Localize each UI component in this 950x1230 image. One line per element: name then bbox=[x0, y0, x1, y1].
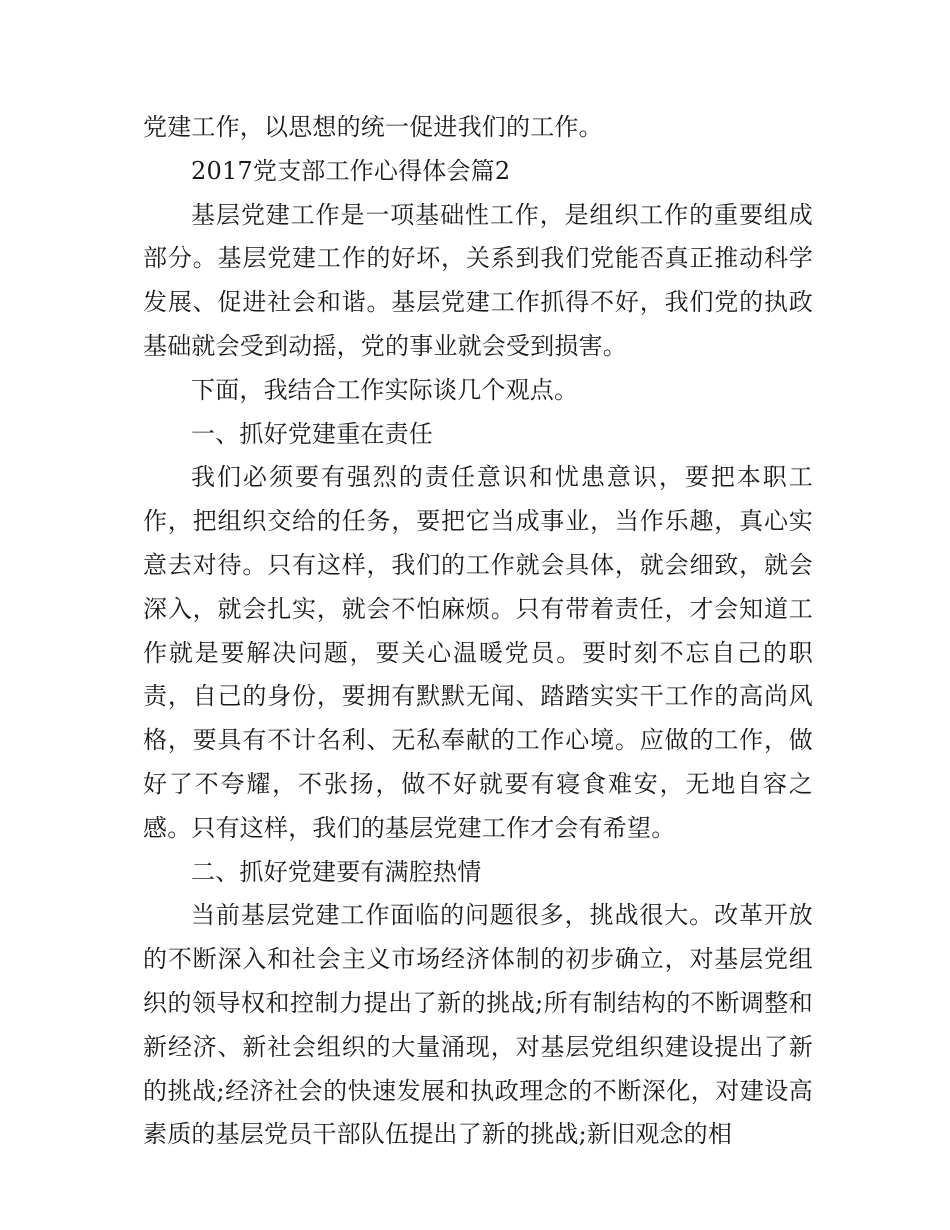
paragraph-continuation: 党建工作，以思想的统一促进我们的工作。 bbox=[143, 113, 603, 141]
paragraph-challenges: 当前基层党建工作面临的问题很多，挑战很大。改革开放的不断深入和社会主义市场经济体制的初步确立，对基层党组织的领导权和控制力提出了新的挑战;所有制结构的不断调整和新经济、新社会组织的大量涌现，对基层党组织建设提出了新的挑战;经济社会的快速发展和执政理念的不断深化，对建设高素质的基层党员干部队伍提出了新的挑战;新旧观念的相 bbox=[143, 901, 813, 1149]
section-title: 2017党支部工作心得体会篇2 bbox=[191, 156, 511, 185]
paragraph-responsibility: 我们必须要有强烈的责任意识和忧患意识，要把本职工作，把组织交给的任务，要把它当成事业，当作乐趣，真心实意去对待。只有这样，我们的工作就会具体，就会细致，就会深入，就会扎实，就会不怕麻烦。只有带着责任，才会知道工作就是要解决问题，要关心温暖党员。要时刻不忘自己的职责，自己的身份，要拥有默默无闻、踏踏实实干工作的高尚风格，要具有不计名利、无私奉献的工作心境。应做的工作，做好了不夸耀，不张扬，做不好就要有寝食难安，无地自容之感。只有这样，我们的基层党建工作才会有希望。 bbox=[143, 463, 813, 842]
paragraph-lead: 下面，我结合工作实际谈几个观点。 bbox=[191, 375, 579, 404]
heading-point-two: 二、抓好党建要有满腔热情 bbox=[191, 857, 482, 886]
paragraph-intro: 基层党建工作是一项基础性工作，是组织工作的重要组成部分。基层党建工作的好坏，关系到我们党能否真正推动科学发展、促进社会和谐。基层党建工作抓得不好，我们党的执政基础就会受到动摇，党的事业就会受到损害。 bbox=[143, 200, 813, 360]
document-body bbox=[143, 106, 813, 1157]
heading-point-one: 一、抓好党建重在责任 bbox=[191, 419, 433, 448]
